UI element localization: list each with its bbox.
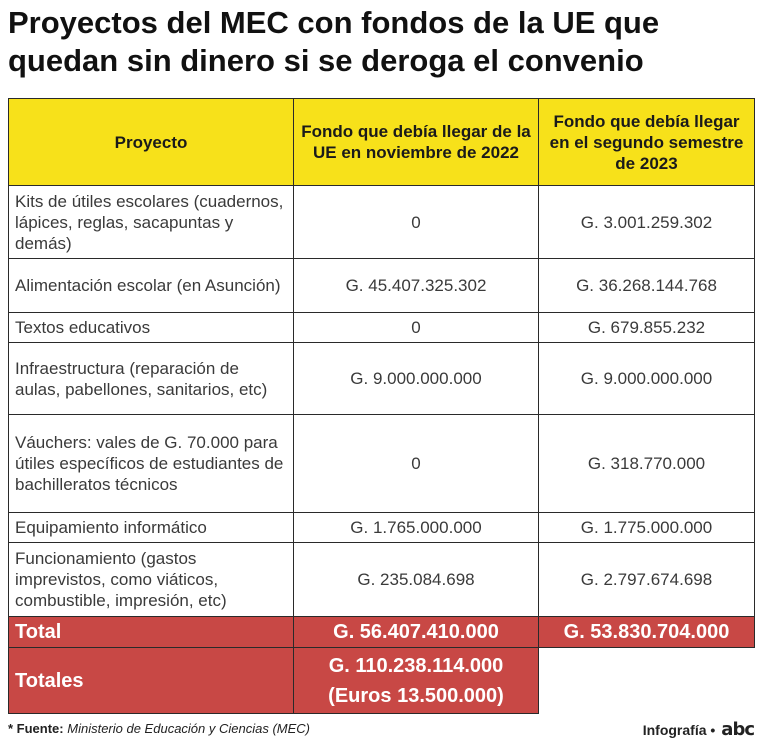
source-text: Ministerio de Educación y Ciencias (MEC) [67, 721, 311, 736]
cell-proyecto: Váuchers: vales de G. 70.000 para útiles específicos de estudiantes de bachilleratos técnicos [9, 415, 294, 513]
total-label: Total [9, 617, 294, 648]
cell-sem2023: G. 3.001.259.302 [539, 186, 755, 259]
source-note [8, 721, 310, 736]
page-title: Proyectos del MEC con fondos de la UE que quedan sin dinero si se deroga el convenio [8, 5, 660, 78]
table-header-row [9, 99, 755, 186]
cell-proyecto: Kits de útiles escolares (cuadernos, lápices, reglas, sacapuntas y demás) [9, 186, 294, 259]
funds-table [8, 98, 755, 714]
totales-euros: (Euros 13.500.000) [328, 684, 504, 707]
cell-sem2023: G. 36.268.144.768 [539, 259, 755, 313]
table-row [9, 415, 755, 513]
totales-value: G. 110.238.114.000 [328, 654, 504, 677]
table-row [9, 186, 755, 259]
header-nov2022: Fondo que debía llegar de la UE en noviembre de 2022 [294, 99, 539, 186]
cell-proyecto: Funcionamiento (gastos imprevistos, como viáticos, combustible, impresión, etc) [9, 543, 294, 617]
total-row [9, 617, 755, 648]
table-row [9, 343, 755, 415]
cell-nov2022: 0 [294, 186, 539, 259]
cell-sem2023: G. 318.770.000 [539, 415, 755, 513]
cell-proyecto: Infraestructura (reparación de aulas, pabellones, sanitarios, etc) [9, 343, 294, 415]
table-row [9, 543, 755, 617]
cell-nov2022: G. 235.084.698 [294, 543, 539, 617]
table-row [9, 513, 755, 543]
totales-row [9, 648, 755, 714]
source-prefix: * Fuente: [8, 721, 64, 736]
cell-sem2023: G. 1.775.000.000 [539, 513, 755, 543]
cell-proyecto: Alimentación escolar (en Asunción) [9, 259, 294, 313]
cell-sem2023: G. 2.797.674.698 [539, 543, 755, 617]
credit [643, 719, 754, 740]
totales-value-cell [294, 648, 539, 714]
totales-label: Totales [9, 648, 294, 714]
empty-cell [539, 648, 755, 714]
table-row [9, 313, 755, 343]
header-proyecto: Proyecto [9, 99, 294, 186]
total-nov2022: G. 56.407.410.000 [294, 617, 539, 648]
cell-nov2022: 0 [294, 313, 539, 343]
cell-sem2023: G. 679.855.232 [539, 313, 755, 343]
cell-nov2022: G. 45.407.325.302 [294, 259, 539, 313]
cell-nov2022: 0 [294, 415, 539, 513]
cell-nov2022: G. 1.765.000.000 [294, 513, 539, 543]
total-sem2023: G. 53.830.704.000 [539, 617, 755, 648]
cell-proyecto: Equipamiento informático [9, 513, 294, 543]
header-sem2023: Fondo que debía llegar en el segundo semestre de 2023 [539, 99, 755, 186]
cell-proyecto: Textos educativos [9, 313, 294, 343]
cell-sem2023: G. 9.000.000.000 [539, 343, 755, 415]
credit-text: Infografía • [642, 721, 716, 738]
cell-nov2022: G. 9.000.000.000 [294, 343, 539, 415]
table-row [9, 259, 755, 313]
abc-logo: abc [721, 719, 754, 740]
